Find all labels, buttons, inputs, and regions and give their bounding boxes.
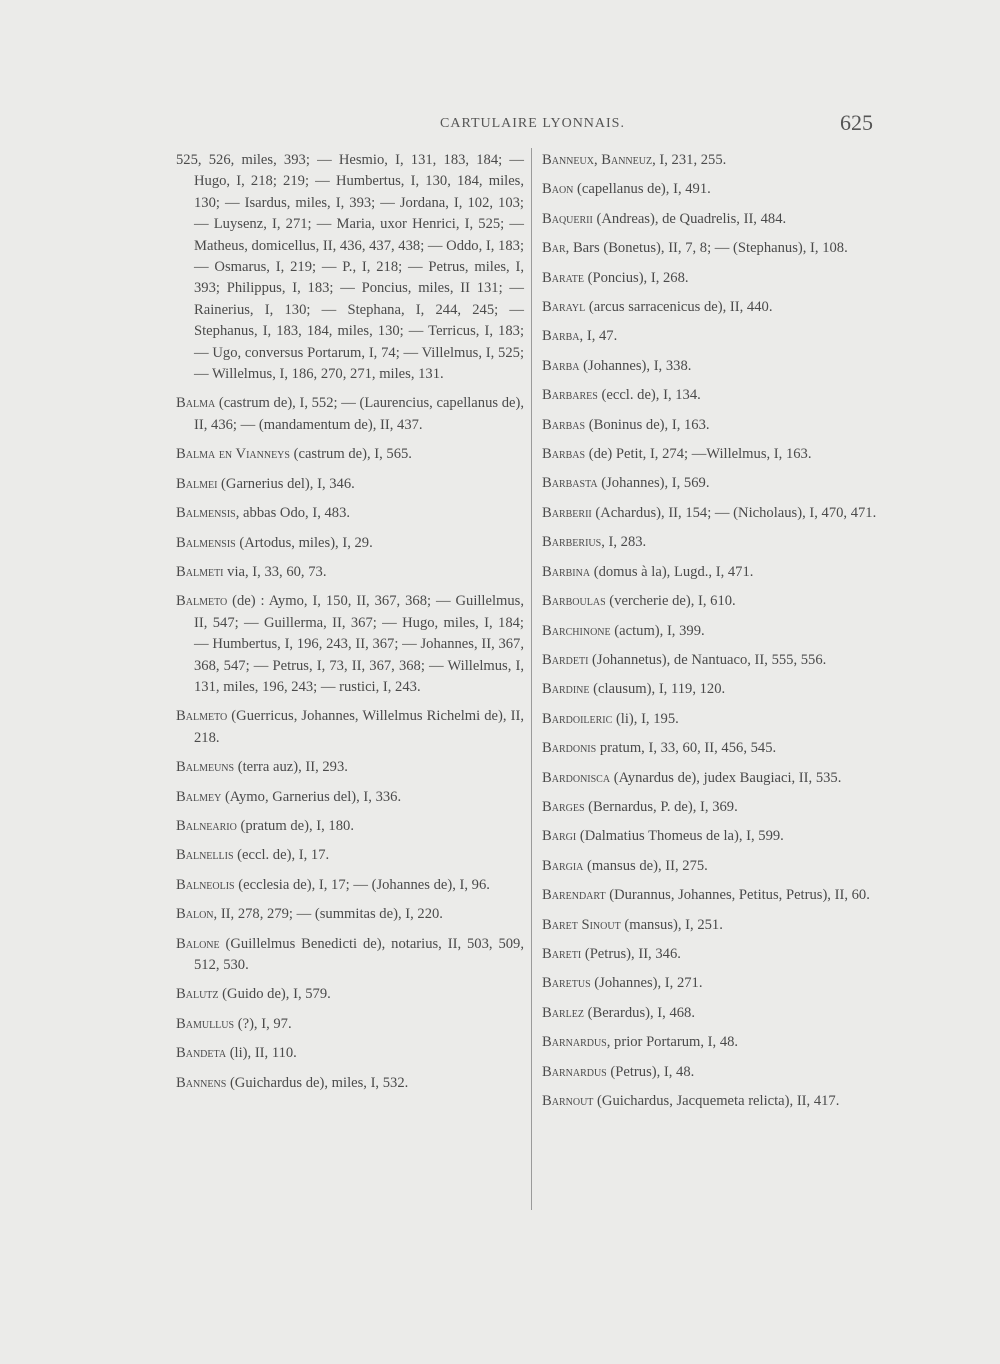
entry-keyword: Barberius: [542, 534, 602, 551]
index-entry: [542, 268, 882, 289]
index-entry: [176, 1073, 524, 1094]
entry-text: (Durannus, Johannes, Petitus, Petrus), II, 60.: [605, 887, 870, 904]
index-entry: [542, 356, 882, 377]
index-entry: [542, 679, 882, 700]
entry-text: (li), I, 195.: [612, 710, 679, 727]
entry-keyword: Bandeta: [176, 1045, 227, 1062]
column-divider: [531, 148, 532, 1210]
index-entry: [176, 444, 524, 465]
entry-keyword: Bannens: [176, 1074, 227, 1091]
entry-keyword: Bamullus: [176, 1015, 235, 1032]
entry-keyword: Barchinone: [542, 622, 611, 639]
entry-keyword: Bareti: [542, 945, 582, 962]
entry-text: (Petrus), I, 48.: [606, 1063, 695, 1080]
entry-keyword: Balneario: [176, 817, 237, 834]
entry-text: (de) : Aymo, I, 150, II, 367, 368; — Guillelmus, II, 547; — Guillerma, II, 367; — Hugo, miles, I, 184; — Humbertus, I, 196, 243, II, 367; — Johannes, II, 367, 368, 547; — Petrus, I, 73, II, 367, 368; — Willelmus, I, 131, miles, 196, 243; — rustici, I, 243.: [194, 593, 524, 695]
entry-text: (mansus de), II, 275.: [583, 857, 708, 874]
entry-keyword: Barbina: [542, 563, 591, 580]
entry-text: (Johannes), I, 569.: [597, 475, 710, 492]
entry-keyword: Barba: [542, 357, 580, 374]
entry-text: , abbas Odo, I, 483.: [235, 505, 351, 522]
index-entry: [542, 473, 882, 494]
entry-keyword: Barnardus: [542, 1063, 607, 1080]
entry-keyword: Banneux, Banneuz: [542, 152, 653, 168]
right-column: [542, 150, 882, 1120]
entry-keyword: Bargi: [542, 828, 577, 845]
entry-keyword: Barbasta: [542, 475, 598, 492]
entry-keyword: Barges: [542, 798, 585, 815]
entry-keyword: Barboulas: [542, 593, 606, 610]
entry-keyword: Balma: [176, 395, 216, 412]
entry-keyword: Barendart: [542, 887, 606, 904]
entry-text: , II, 278, 279; — (summitas de), I, 220.: [213, 906, 443, 923]
entry-text: (Poncius), I, 268.: [583, 269, 689, 286]
entry-text: (Johannetus), de Nantuaco, II, 555, 556.: [588, 651, 827, 668]
entry-keyword: Barbas: [542, 446, 586, 463]
entry-text: (ecclesia de), I, 17; — (Johannes de), I, 96.: [234, 876, 490, 893]
index-entry: [176, 816, 524, 837]
entry-text: (Garnerius del), I, 346.: [217, 475, 355, 492]
entry-keyword: Barberii: [542, 504, 592, 521]
entry-text: (Guerricus, Johannes, Willelmus Richelmi de), II, 218.: [194, 708, 524, 746]
index-entry: [176, 533, 524, 554]
entry-keyword: Bargia: [542, 857, 584, 874]
index-entry: [542, 1062, 882, 1083]
entry-text: , I, 283.: [601, 534, 647, 551]
entry-text: (domus à la), Lugd., I, 471.: [590, 563, 754, 580]
entry-keyword: Baret Sinout: [542, 916, 621, 933]
index-entry: [176, 393, 524, 436]
index-entry: [542, 591, 882, 612]
entry-keyword: Barayl: [542, 299, 586, 316]
index-entry: [176, 984, 524, 1005]
entry-keyword: Balmensis: [176, 534, 236, 551]
index-entry: [542, 503, 882, 524]
entry-text: 525, 526, miles, 393; — Hesmio, I, 131, 183, 184; — Hugo, I, 218; 219; — Humbertus, I, 130, 184, miles, 130; — Isardus, miles, I, 393; — Jordana, I, 102, 103; — Luysenz, I, 271; — Maria, uxor Henrici, I, 525; — Matheus, domicellus, II, 436, 437, 438; — Oddo, I, 183; — Osmarus, I, 219; — P., I, 218; — Petrus, miles, I, 393; Philippus, I, 183; — Poncius, miles, II 131; — Rainerius, I, 130; — Stephana, I, 244, 245; — Stephanus, I, 183, 184, miles, 130; — Terricus, I, 183; — Ugo, conversus Portarum, I, 74; — Villelmus, I, 525; — Willelmus, I, 186, 270, 271, miles, 131.: [176, 152, 524, 383]
entry-keyword: Balmeto: [176, 593, 228, 610]
entry-text: (Bernardus, P. de), I, 369.: [584, 798, 738, 815]
index-entry: [542, 797, 882, 818]
entry-keyword: Balmeto: [176, 708, 228, 725]
index-entry: [542, 650, 882, 671]
index-entry: [176, 503, 524, 524]
entry-text: (clausum), I, 119, 120.: [589, 681, 726, 698]
index-entry: [176, 474, 524, 495]
entry-keyword: Balmei: [176, 475, 218, 492]
entry-text: (eccl. de), I, 134.: [597, 387, 701, 404]
entry-text: (Aynardus de), judex Baugiaci, II, 535.: [610, 769, 842, 786]
index-entry: [176, 562, 524, 583]
entry-text: (li), II, 110.: [226, 1045, 297, 1062]
entry-text: , Bars (Bonetus), II, 7, 8; — (Stephanus), I, 108.: [565, 240, 848, 257]
index-entry: [542, 209, 882, 230]
entry-keyword: Bar: [542, 240, 566, 257]
index-entry: [542, 562, 882, 583]
entry-keyword: Bardoileric: [542, 710, 613, 727]
index-entry: [542, 885, 882, 906]
entry-keyword: Balma en Vianneys: [176, 446, 290, 463]
entry-keyword: Baquerii: [542, 210, 593, 227]
index-entry: [542, 1091, 882, 1112]
entry-text: (mansus), I, 251.: [620, 916, 723, 933]
entry-keyword: Balnellis: [176, 847, 234, 864]
entry-text: (Artodus, miles), I, 29.: [235, 534, 373, 551]
index-entry: [542, 915, 882, 936]
entry-text: (Aymo, Garnerius del), I, 336.: [221, 788, 402, 805]
entry-keyword: Bardonis: [542, 740, 597, 757]
entry-text: (vercherie de), I, 610.: [605, 593, 736, 610]
entry-text: (Petrus), II, 346.: [581, 945, 681, 962]
index-entry: [542, 179, 882, 200]
entry-keyword: Barbares: [542, 387, 598, 404]
entry-text: (Guichardus de), miles, I, 532.: [226, 1074, 409, 1091]
index-entry: [176, 150, 524, 385]
entry-keyword: Balmensis: [176, 505, 236, 522]
entry-text: pratum, I, 33, 60, II, 456, 545.: [596, 740, 777, 757]
entry-keyword: Balon: [176, 906, 214, 923]
running-title: CARTULAIRE LYONNAIS.: [440, 116, 625, 131]
entry-text: (Guichardus, Jacquemeta relicta), II, 417.: [593, 1093, 840, 1109]
entry-text: (Guillelmus Benedicti de), notarius, II, 503, 509, 512, 530.: [194, 935, 524, 973]
left-column: [176, 150, 524, 1102]
entry-text: , I, 47.: [579, 328, 618, 345]
index-entry: [176, 1014, 524, 1035]
entry-text: via, I, 33, 60, 73.: [223, 563, 327, 580]
index-entry: [542, 297, 882, 318]
entry-text: (Dalmatius Thomeus de la), I, 599.: [576, 828, 784, 845]
entry-text: , I, 231, 255.: [652, 152, 727, 168]
index-entry: [542, 385, 882, 406]
entry-keyword: Barlez: [542, 1004, 584, 1021]
entry-text: (capellanus de), I, 491.: [573, 181, 711, 198]
entry-text: (terra auz), II, 293.: [234, 759, 348, 776]
index-entry: [542, 238, 882, 259]
entry-keyword: Balmeuns: [176, 759, 235, 776]
index-entry: [176, 904, 524, 925]
index-entry: [542, 621, 882, 642]
entry-keyword: Bardonisca: [542, 769, 611, 786]
index-entry: [542, 1032, 882, 1053]
index-entry: [542, 1003, 882, 1024]
index-entry: [176, 706, 524, 749]
entry-text: (de) Petit, I, 274; —Willelmus, I, 163.: [585, 446, 812, 463]
entry-keyword: Balutz: [176, 986, 219, 1003]
entry-text: (pratum de), I, 180.: [236, 817, 354, 834]
entry-text: (Guido de), I, 579.: [218, 986, 331, 1003]
entry-text: (castrum de), I, 565.: [289, 446, 412, 463]
index-entry: [542, 444, 882, 465]
index-entry: [176, 845, 524, 866]
entry-text: (Johannes), I, 271.: [590, 975, 703, 992]
entry-keyword: Balone: [176, 935, 220, 952]
entry-text: (eccl. de), I, 17.: [233, 847, 330, 864]
entry-text: (?), I, 97.: [234, 1015, 292, 1032]
entry-keyword: Barnardus: [542, 1034, 607, 1051]
index-entry: [176, 591, 524, 698]
index-entry: [542, 973, 882, 994]
entry-text: (Johannes), I, 338.: [579, 357, 692, 374]
entry-keyword: Balneolis: [176, 876, 235, 893]
index-entry: [542, 826, 882, 847]
index-entry: [542, 768, 882, 789]
index-entry: [542, 709, 882, 730]
entry-text: (arcus sarracenicus de), II, 440.: [585, 299, 773, 316]
entry-keyword: Bardeti: [542, 651, 589, 668]
index-entry: [542, 856, 882, 877]
entry-keyword: Barate: [542, 269, 584, 286]
entry-text: (castrum de), I, 552; — (Laurencius, capellanus de), II, 436; — (mandamentum de), II, 437.: [194, 395, 524, 433]
index-entry: [542, 326, 882, 347]
entry-text: , prior Portarum, I, 48.: [606, 1034, 739, 1051]
entry-keyword: Baretus: [542, 975, 591, 992]
index-entry: [542, 150, 882, 171]
entry-keyword: Barnout: [542, 1093, 594, 1109]
entry-text: (actum), I, 399.: [610, 622, 705, 639]
page-number: 625: [840, 110, 873, 135]
index-entry: [542, 944, 882, 965]
entry-keyword: Barbas: [542, 416, 586, 433]
entry-text: (Boninus de), I, 163.: [585, 416, 710, 433]
index-entry: [542, 532, 882, 553]
entry-keyword: Barba: [542, 328, 580, 345]
index-entry: [542, 415, 882, 436]
index-entry: [176, 934, 524, 977]
entry-keyword: Bardine: [542, 681, 590, 698]
entry-keyword: Baon: [542, 181, 574, 198]
index-entry: [176, 757, 524, 778]
entry-keyword: Balmeti: [176, 563, 224, 580]
index-entry: [176, 875, 524, 896]
entry-text: (Berardus), I, 468.: [583, 1004, 695, 1021]
entry-text: (Andreas), de Quadrelis, II, 484.: [592, 210, 787, 227]
entry-text: (Achardus), II, 154; — (Nicholaus), I, 470, 471.: [591, 504, 877, 521]
index-entry: [176, 1043, 524, 1064]
index-entry: [176, 787, 524, 808]
entry-keyword: Balmey: [176, 788, 222, 805]
index-entry: [542, 738, 882, 759]
